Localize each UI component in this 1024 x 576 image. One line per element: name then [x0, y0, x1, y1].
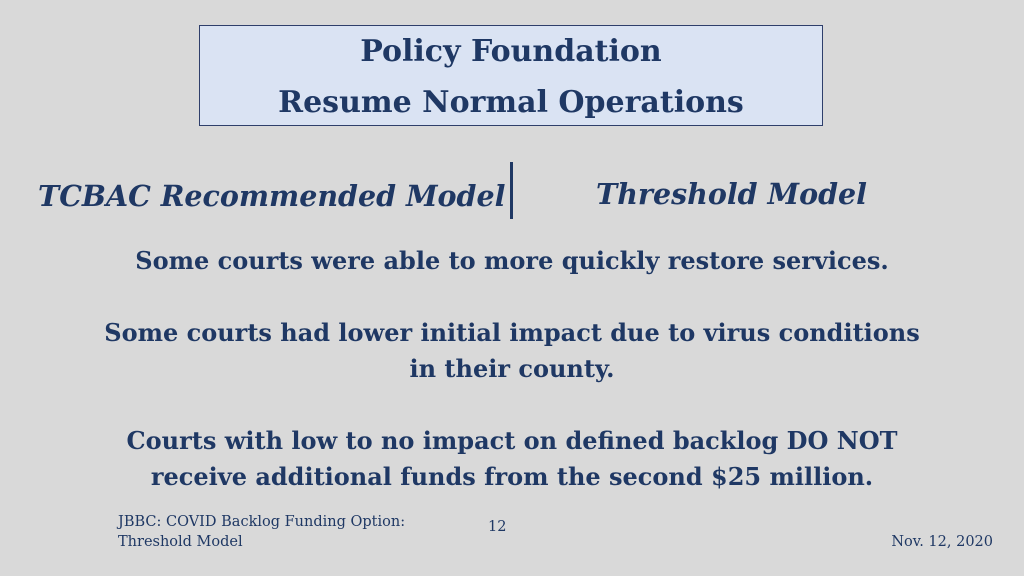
footer-source: [118, 512, 448, 552]
paragraph-3-line-2: receive additional funds from the second $25 million.: [150, 462, 874, 491]
paragraph-2-line-1: Some courts had lower initial impact due to virus conditions: [104, 318, 920, 347]
footer-source-line-1: JBBC: COVID Backlog Funding Option:: [118, 514, 406, 530]
title-line-1: Policy Foundation: [360, 34, 662, 69]
page-number: 12: [488, 519, 507, 535]
model-label-threshold: Threshold Model: [596, 177, 867, 211]
model-label-tcbac: TCBAC Recommended Model: [38, 179, 506, 213]
footer-date: Nov. 12, 2020: [891, 534, 993, 550]
paragraph-2: [40, 315, 984, 387]
title-line-2: Resume Normal Operations: [278, 85, 744, 120]
paragraph-2-line-2: in their county.: [409, 354, 615, 383]
footer-source-line-2: Threshold Model: [118, 534, 243, 550]
title-box: [199, 25, 823, 126]
paragraph-1: [40, 243, 984, 279]
paragraph-3: [40, 423, 984, 495]
paragraph-3-line-1: Courts with low to no impact on defined backlog DO NOT: [126, 426, 898, 455]
vertical-divider: [510, 162, 513, 219]
paragraph-1-text: Some courts were able to more quickly restore services.: [135, 246, 889, 275]
